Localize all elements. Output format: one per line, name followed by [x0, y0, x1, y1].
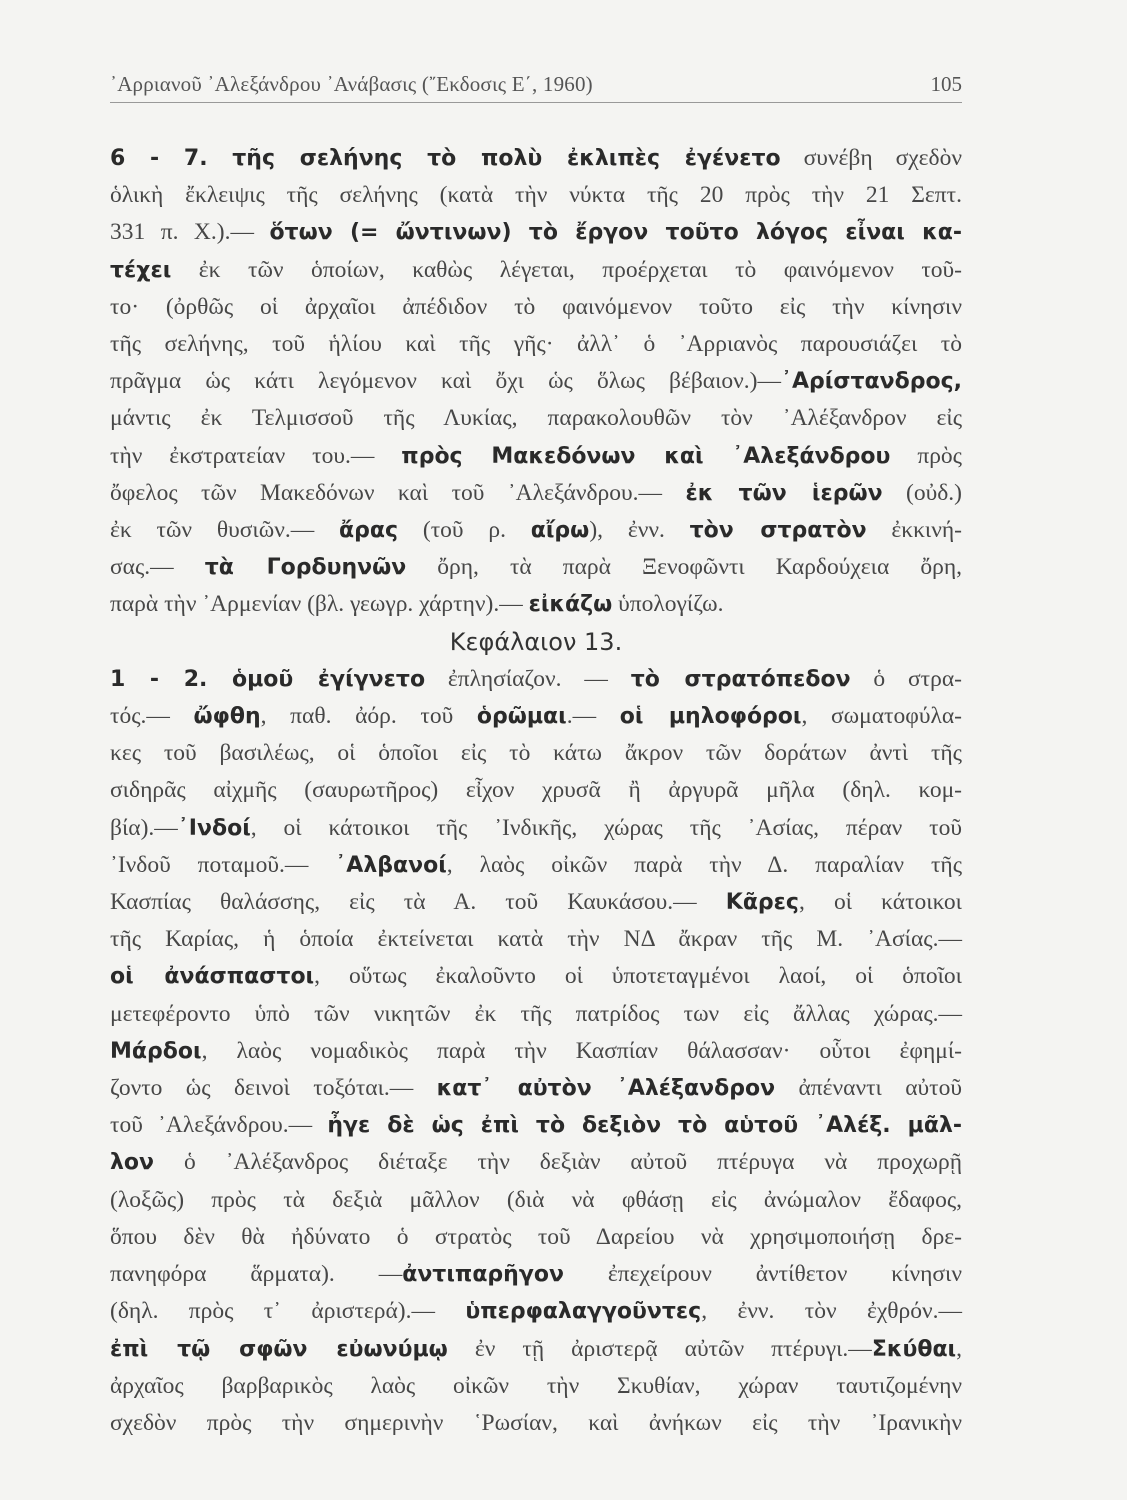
text-line: τός.— ὤφθη, παθ. ἀόρ. τοῦ ὁρῶμαι.— οἱ μηλοφόροι, σωματοφύλα-: [110, 703, 962, 730]
text-line: Μάρδοι, λαὸς νομαδικὸς παρὰ τὴν Κασπίαν θάλασσαν· οὗτοι ἐφημί-: [110, 1037, 962, 1064]
text-line: τὴν ἐκστρατείαν του.— πρὸς Μακεδόνων καὶ ᾿Αλεξάνδρου πρὸς: [110, 442, 962, 469]
text-line: ἐκ τῶν θυσιῶν.— ἄρας (τοῦ ρ. αἴρω), ἐνν. τὸν στρατὸν ἐκκινή-: [110, 517, 962, 544]
text-line: σας.— τὰ Γορδυηνῶν ὄρη, τὰ παρὰ Ξενοφῶντι Καρδούχεια ὄρη,: [110, 554, 962, 581]
text-line: παρὰ τὴν ᾿Αρμενίαν (βλ. γεωγρ. χάρτην).— εἰκάζω ὑπολογίζω.: [110, 591, 724, 618]
text-line: τοῦ ᾿Αλεξάνδρου.— ἦγε δὲ ὡς ἐπὶ τὸ δεξιὸν τὸ αὑτοῦ ᾿Αλέξ. μᾶλ-: [110, 1112, 962, 1139]
text-line: σχεδὸν πρὸς τὴν σημερινὴν ῾Ρωσίαν, καὶ ἀνήκων εἰς τὴν ᾿Ιρανικὴν: [110, 1409, 962, 1436]
text-line: το· (ὀρθῶς οἱ ἀρχαῖοι ἀπέδιδον τὸ φαινόμενον τοῦτο εἰς τὴν κίνησιν: [110, 293, 962, 320]
text-line: πανηφόρα ἅρματα). —ἀντιπαρῆγον ἐπεχείρουν ἀντίθετον κίνησιν: [110, 1261, 962, 1288]
chapter-heading: Κεφάλαιον 13.: [449, 627, 623, 656]
text-line: πρᾶγμα ὡς κάτι λεγόμενον καὶ ὄχι ὡς ὅλως βέβαιον.)—᾿Αρίστανδρος,: [110, 368, 962, 395]
text-line: μάντις ἐκ Τελμισσοῦ τῆς Λυκίας, παρακολουθῶν τὸν ᾿Αλέξανδρον εἰς: [110, 405, 962, 432]
text-line: σιδηρᾶς αἰχμῆς (σαυρωτῆρος) εἶχον χρυσᾶ ἢ ἀργυρᾶ μῆλα (δηλ. κομ-: [110, 777, 962, 804]
text-line: τῆς Καρίας, ἡ ὁποία ἐκτείνεται κατὰ τὴν ΝΔ ἄκραν τῆς Μ. ᾿Ασίας.—: [110, 926, 962, 953]
text-line: ὁλικὴ ἔκλειψις τῆς σελήνης (κατὰ τὴν νύκτα τῆς 20 πρὸς τὴν 21 Σεπτ.: [110, 182, 962, 209]
text-line: ᾿Ινδοῦ ποταμοῦ.— ᾿Αλβανοί, λαὸς οἰκῶν παρὰ τὴν Δ. παραλίαν τῆς: [110, 851, 962, 878]
text-line: Κασπίας θαλάσσης, εἰς τὰ Α. τοῦ Καυκάσου.— Κᾶρες, οἱ κάτοικοι: [110, 889, 962, 916]
text-line: (δηλ. πρὸς τ᾿ ἀριστερά).— ὑπερφαλαγγοῦντες, ἐνν. τὸν ἐχθρόν.—: [110, 1298, 962, 1325]
text-line: 1 - 2. ὁμοῦ ἐγίγνετο ἐπλησίαζον. — τὸ στρατόπεδον ὁ στρα-: [110, 665, 962, 692]
text-line: τέχει ἐκ τῶν ὁποίων, καθὼς λέγεται, προέρχεται τὸ φαινόμενον τοῦ-: [110, 256, 962, 283]
text-line: 331 π. Χ.).— ὅτων (= ὤντινων) τὸ ἔργον τοῦτο λόγος εἶναι κα-: [110, 219, 962, 246]
commentary-text: [110, 140, 962, 1442]
text-line: ἀρχαῖος βαρβαρικὸς λαὸς οἰκῶν τὴν Σκυθίαν, χώραν ταυτιζομένην: [110, 1372, 962, 1399]
text-line: ὄφελος τῶν Μακεδόνων καὶ τοῦ ᾿Αλεξάνδρου.— ἐκ τῶν ἱερῶν (οὐδ.): [110, 479, 962, 506]
text-line: λον ὁ ᾿Αλέξανδρος διέταξε τὴν δεξιὰν αὐτοῦ πτέρυγα νὰ προχωρῇ: [110, 1149, 962, 1176]
text-line: (λοξῶς) πρὸς τὰ δεξιὰ μᾶλλον (διὰ νὰ φθάσῃ εἰς ἀνώμαλον ἔδαφος,: [110, 1186, 962, 1213]
header-title: ᾿Αρριανοῦ ᾿Αλεξάνδρου ᾿Ανάβασις (῎Εκδοσις Ε΄, 1960): [110, 72, 593, 96]
page-number: 105: [930, 72, 962, 96]
book-page: [110, 0, 1022, 1500]
running-header: [110, 70, 962, 103]
text-line: οἱ ἀνάσπαστοι, οὕτως ἐκαλοῦντο οἱ ὑποτεταγμένοι λαοί, οἱ ὁποῖοι: [110, 963, 962, 990]
text-line: κες τοῦ βασιλέως, οἱ ὁποῖοι εἰς τὸ κάτω ἄκρον τῶν δοράτων ἀντὶ τῆς: [110, 740, 962, 767]
text-line: ὅπου δὲν θὰ ἠδύνατο ὁ στρατὸς τοῦ Δαρείου νὰ χρησιμοποιήσῃ δρε-: [110, 1223, 962, 1250]
text-line: μετεφέροντο ὑπὸ τῶν νικητῶν ἐκ τῆς πατρίδος των εἰς ἄλλας χώρας.—: [110, 1000, 962, 1027]
text-line: 6 - 7. τῆς σελήνης τὸ πολὺ ἐκλιπὲς ἐγένετο συνέβη σχεδὸν: [110, 145, 962, 171]
text-line: ἐπὶ τῷ σφῶν εὐωνύμῳ ἐν τῇ ἀριστερᾷ αὐτῶν πτέρυγι.—Σκύθαι,: [110, 1335, 963, 1362]
text-line: τῆς σελήνης, τοῦ ἡλίου καὶ τῆς γῆς· ἀλλ᾿ ὁ ᾿Αρριανὸς παρουσιάζει τὸ: [110, 331, 962, 358]
text-line: βία).—᾿Ινδοί, οἱ κάτοικοι τῆς ᾿Ινδικῆς, χώρας τῆς ᾿Ασίας, πέραν τοῦ: [110, 814, 962, 841]
text-line: ζοντο ὡς δεινοὶ τοξόται.— κατ᾿ αὐτὸν ᾿Αλέξανδρον ἀπέναντι αὐτοῦ: [110, 1075, 962, 1102]
